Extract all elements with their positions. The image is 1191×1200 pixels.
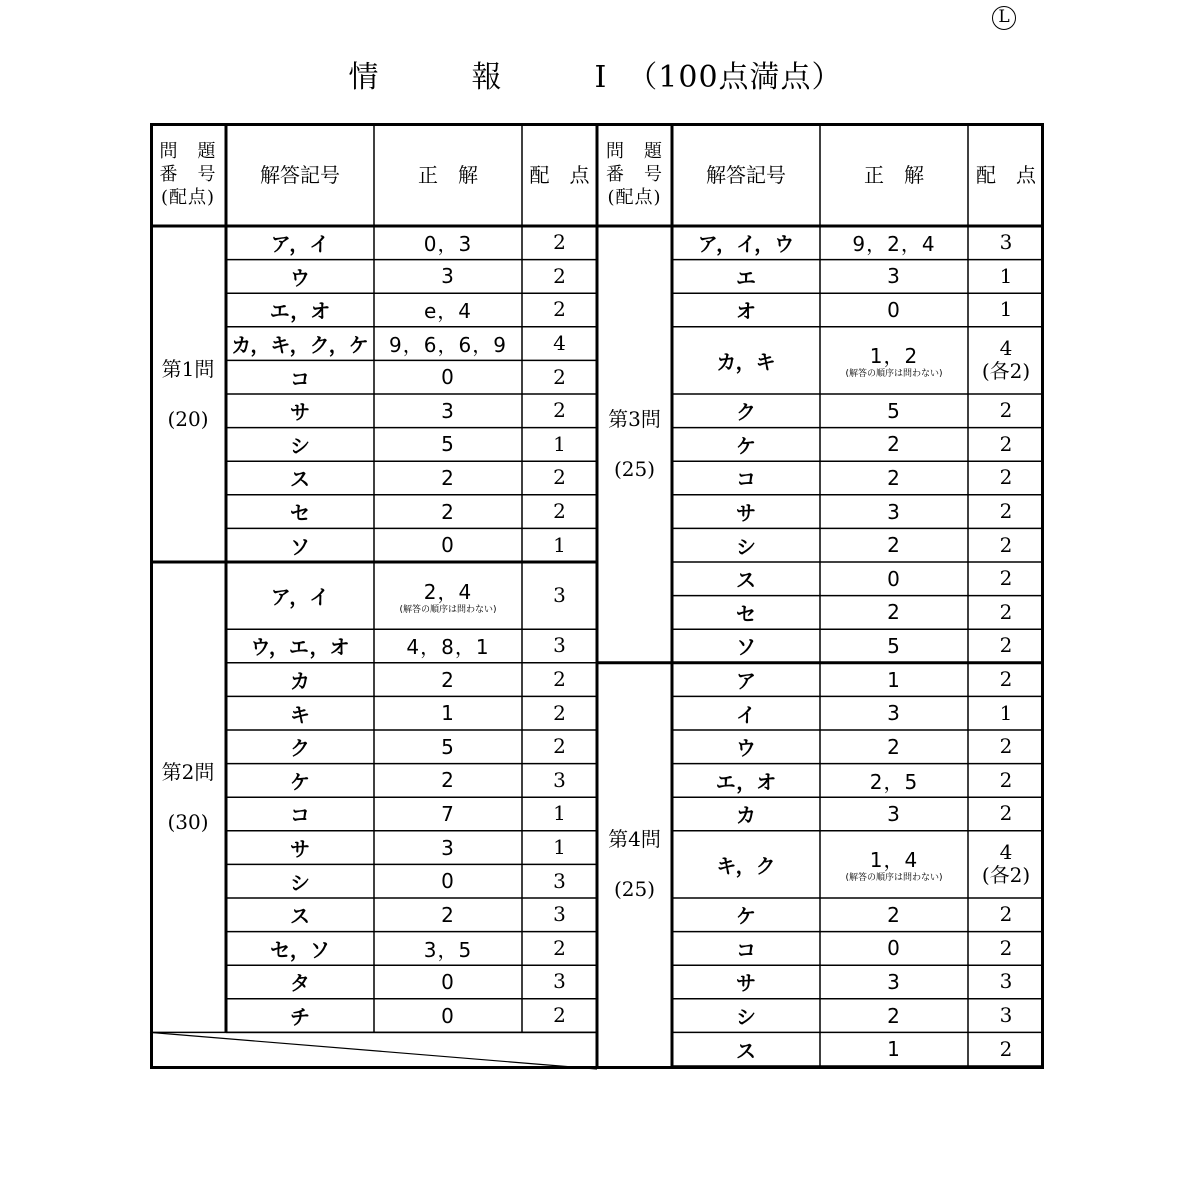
points-value: 1 (553, 532, 566, 557)
points-cell (968, 495, 1044, 529)
correct-answer-cell (374, 428, 522, 462)
points-cell (968, 629, 1044, 663)
section-score: (25) (613, 457, 656, 482)
answer-symbol-cell: サ (736, 501, 756, 526)
header-points-right: 配 点 (976, 162, 1036, 187)
points-value: 3 (999, 1003, 1013, 1028)
correct-answer-value: 3 (887, 701, 901, 726)
header-correct-answer-right: 正 解 (864, 162, 924, 187)
correct-answer-cell (374, 293, 522, 327)
correct-answer-cell (374, 461, 522, 495)
correct-answer-value: 2 (887, 734, 901, 759)
correct-answer-cell (820, 495, 968, 529)
points-value: 2 (999, 935, 1013, 960)
answer-symbol-cell: イ (736, 702, 756, 727)
points-value: 2 (999, 599, 1013, 624)
correct-answer-cell (820, 831, 968, 898)
points-value: 3 (553, 633, 566, 658)
correct-answer-value: 5 (887, 633, 901, 658)
correct-answer-cell (374, 394, 522, 428)
section-name: 第1問 (161, 357, 215, 381)
points-cell (968, 730, 1044, 764)
points-value: 2 (999, 767, 1013, 792)
points-cell (968, 663, 1044, 697)
correct-answer-value: 3 (887, 969, 901, 994)
points-value: 2 (553, 398, 566, 423)
answer-symbol-cell: カ (290, 669, 310, 694)
correct-answer-cell (374, 932, 522, 966)
answer-symbol-cell: セ，ソ (270, 937, 330, 962)
answer-symbol-cell: ケ (736, 904, 756, 929)
answer-symbol-cell: エ (736, 265, 756, 290)
points-value: 2 (999, 633, 1013, 658)
points-cell (522, 663, 597, 697)
answer-order-note: (解答の順序は問わない) (399, 604, 497, 615)
points-cell (522, 394, 597, 428)
points-cell (522, 562, 597, 629)
points-cell (522, 898, 597, 932)
correct-answer-value: 3 (441, 398, 455, 423)
correct-answer-value: 0，3 (423, 232, 473, 257)
title-subject-b: 報 (471, 60, 503, 95)
correct-answer-value: 2 (441, 499, 455, 524)
answer-symbol-cell: サ (736, 971, 756, 996)
points-cell (968, 831, 1044, 898)
points-cell (522, 293, 597, 327)
points-cell (522, 629, 597, 663)
correct-answer-value: 0 (887, 936, 901, 961)
correct-answer-cell (820, 730, 968, 764)
points-value: 3 (553, 583, 566, 608)
points-value: 2 (999, 667, 1013, 692)
points-cell (968, 528, 1044, 562)
points-cell (522, 797, 597, 831)
points-value: 2 (553, 465, 566, 490)
correct-answer-cell (374, 965, 522, 999)
points-value: 3 (999, 230, 1013, 255)
answer-symbol-cell: キ (290, 702, 310, 727)
answer-symbol-cell: チ (290, 1005, 310, 1030)
answer-symbol-cell: タ (290, 971, 310, 996)
correct-answer-cell (374, 831, 522, 865)
correct-answer-cell (820, 226, 968, 260)
correct-answer-cell (820, 1032, 968, 1066)
correct-answer-value: 2 (887, 533, 901, 558)
header-question-number-left (150, 123, 226, 226)
answer-symbol-cell: シ (736, 534, 756, 559)
points-cell (968, 1032, 1044, 1066)
answer-symbol-cell: ウ (736, 736, 756, 761)
header-question-number-line: (配点) (160, 187, 216, 208)
section-label-4 (597, 663, 672, 1066)
points-value: 2 (999, 734, 1013, 759)
points-cell (522, 528, 597, 562)
points-cell (522, 260, 597, 294)
correct-answer-value: 3 (441, 264, 455, 289)
points-cell (968, 965, 1044, 999)
correct-answer-value: 3，5 (423, 937, 473, 962)
answer-symbol-cell: ケ (290, 769, 310, 794)
correct-answer-value: 9，6，6，9 (389, 333, 507, 358)
correct-answer-cell (374, 696, 522, 730)
points-value: 1 (999, 700, 1013, 725)
correct-answer-value: 5 (887, 398, 901, 423)
circled-l-mark: L (992, 6, 1016, 30)
correct-answer-value: 2 (887, 600, 901, 625)
title-subject-a: 情 (348, 60, 380, 95)
section-name: 第2問 (161, 760, 215, 785)
correct-answer-cell (820, 764, 968, 798)
header-question-number-line: 番 号 (159, 164, 217, 185)
answer-symbol-cell: コ (736, 467, 756, 492)
correct-answer-cell (374, 327, 522, 361)
answer-symbol-cell: コ (290, 366, 310, 391)
answer-symbol-cell: シ (290, 433, 310, 458)
points-value: 2 (553, 297, 566, 322)
points-value: 3 (553, 902, 566, 927)
points-value: 4 (553, 331, 566, 356)
points-value: 2 (999, 398, 1013, 423)
points-value: 3 (553, 969, 566, 994)
answer-symbol-cell: ク (736, 400, 756, 425)
correct-answer-value: 1 (887, 667, 901, 692)
correct-answer-cell (820, 293, 968, 327)
points-cell (522, 730, 597, 764)
answer-symbol-cell: サ (290, 837, 310, 862)
points-value: 1 (553, 801, 566, 826)
points-cell (522, 360, 597, 394)
correct-answer-value: 0 (887, 566, 901, 591)
correct-answer-cell (820, 629, 968, 663)
answer-symbol-cell: カ，キ (716, 349, 776, 374)
answer-symbol-cell: キ，ク (716, 853, 776, 878)
correct-answer-cell (374, 864, 522, 898)
points-cell (522, 999, 597, 1033)
points-value: 2 (553, 1003, 566, 1028)
points-cell (968, 797, 1044, 831)
correct-answer-cell (820, 260, 968, 294)
header-correct-answer-left: 正 解 (418, 162, 478, 187)
correct-answer-value: 0 (441, 1003, 455, 1028)
answer-symbol-cell: シ (736, 1005, 756, 1030)
section-score: (25) (613, 877, 656, 902)
points-cell (522, 327, 597, 361)
points-value: 3 (553, 868, 566, 893)
answer-symbol-cell: シ (290, 870, 310, 895)
correct-answer-value: 0 (441, 869, 455, 894)
points-value: 2 (999, 499, 1013, 524)
correct-answer-value: 2 (887, 902, 901, 927)
page-title (0, 52, 1191, 96)
points-cell (522, 696, 597, 730)
points-value: 4 (999, 336, 1013, 361)
correct-answer-value: 3 (887, 264, 901, 289)
answer-symbol-cell: ア (736, 669, 756, 694)
section-label-2 (150, 562, 226, 1032)
points-value: 1 (553, 835, 566, 860)
correct-answer-cell (820, 663, 968, 697)
answer-symbol-cell: ケ (736, 433, 756, 458)
correct-answer-cell (374, 629, 522, 663)
answer-symbol-cell: エ，オ (715, 769, 777, 794)
correct-answer-value: 9，2，4 (852, 232, 936, 257)
answer-symbol-cell: ソ (290, 534, 310, 559)
correct-answer-value: e，4 (423, 299, 473, 324)
points-value: 1 (999, 263, 1013, 288)
answer-symbol-cell: コ (736, 937, 756, 962)
points-value: 2 (553, 667, 566, 692)
header-answer-symbol-left: 解答記号 (260, 162, 340, 187)
answer-order-note: (解答の順序は問わない) (845, 873, 943, 884)
answer-symbol-cell: ス (290, 467, 310, 492)
points-cell (968, 293, 1044, 327)
header-points-left: 配 点 (529, 162, 590, 187)
header-question-number-line: 番 号 (606, 164, 663, 185)
correct-answer-cell (374, 663, 522, 697)
title-subject-c: Ⅰ (594, 60, 608, 95)
correct-answer-cell (374, 898, 522, 932)
points-cell (968, 764, 1044, 798)
answer-symbol-cell: ア，イ (270, 585, 330, 610)
answer-order-note: (解答の順序は問わない) (845, 369, 943, 380)
points-value: 2 (553, 263, 566, 288)
correct-answer-value: 2 (441, 768, 455, 793)
points-cell (968, 226, 1044, 260)
correct-answer-value: 1，4 (869, 848, 919, 873)
points-cell (522, 864, 597, 898)
correct-answer-cell (820, 461, 968, 495)
correct-answer-value: 0 (441, 969, 455, 994)
correct-answer-value: 2 (441, 667, 455, 692)
answer-symbol-cell: サ (290, 400, 310, 425)
points-cell (968, 461, 1044, 495)
answer-symbol-cell: ア，イ，ウ (697, 232, 795, 257)
answer-symbol-cell: ス (736, 568, 756, 593)
correct-answer-cell (374, 764, 522, 798)
answer-symbol-cell: オ (736, 299, 756, 324)
correct-answer-value: 0 (887, 297, 901, 322)
header-answer-symbol-right: 解答記号 (706, 162, 786, 187)
correct-answer-cell (374, 528, 522, 562)
correct-answer-cell (374, 562, 522, 629)
correct-answer-value: 7 (441, 801, 455, 826)
points-value: 2 (999, 431, 1013, 456)
points-value: 1 (553, 431, 566, 456)
points-value: 2 (553, 935, 566, 960)
correct-answer-value: 2 (887, 1003, 901, 1028)
points-cell (968, 327, 1044, 394)
points-value: 3 (999, 969, 1013, 994)
correct-answer-cell (820, 327, 968, 394)
correct-answer-value: 2 (887, 432, 901, 457)
correct-answer-value: 3 (887, 499, 901, 524)
correct-answer-cell (374, 730, 522, 764)
correct-answer-cell (374, 360, 522, 394)
points-breakdown: (各2) (981, 359, 1031, 384)
correct-answer-cell (374, 495, 522, 529)
answer-symbol-cell: エ，オ (269, 299, 331, 324)
correct-answer-cell (820, 932, 968, 966)
answer-symbol-cell: カ (736, 803, 756, 828)
correct-answer-value: 4，8，1 (406, 635, 490, 660)
answer-symbol-cell: カ，キ，ク，ケ (231, 333, 369, 358)
correct-answer-cell (820, 965, 968, 999)
answer-symbol-cell: セ (736, 601, 756, 626)
correct-answer-value: 2 (441, 465, 455, 490)
points-cell (968, 932, 1044, 966)
points-value: 2 (553, 700, 566, 725)
points-cell (522, 965, 597, 999)
section-score: (30) (167, 810, 209, 835)
correct-answer-value: 2 (887, 465, 901, 490)
points-cell (968, 394, 1044, 428)
points-cell (968, 428, 1044, 462)
points-cell (968, 562, 1044, 596)
points-value: 3 (553, 767, 566, 792)
points-value: 2 (999, 532, 1013, 557)
correct-answer-cell (820, 528, 968, 562)
points-cell (522, 831, 597, 865)
points-value: 2 (553, 230, 566, 255)
answer-symbol-cell: ウ，エ，オ (250, 635, 350, 660)
header-question-number-right (597, 123, 672, 226)
points-cell (968, 999, 1044, 1033)
correct-answer-value: 3 (441, 835, 455, 860)
correct-answer-value: 2，5 (869, 769, 919, 794)
section-name: 第4問 (608, 827, 661, 852)
points-value: 1 (999, 297, 1013, 322)
correct-answer-cell (820, 696, 968, 730)
correct-answer-value: 5 (441, 734, 455, 759)
points-cell (968, 596, 1044, 630)
correct-answer-value: 2 (441, 902, 455, 927)
correct-answer-cell (820, 999, 968, 1033)
points-cell (522, 428, 597, 462)
correct-answer-cell (820, 428, 968, 462)
correct-answer-cell (820, 394, 968, 428)
answer-symbol-cell: セ (290, 501, 310, 526)
points-value: 2 (553, 499, 566, 524)
correct-answer-value: 3 (887, 801, 901, 826)
header-question-number-line: (配点) (607, 187, 662, 208)
answer-symbol-cell: ソ (736, 635, 756, 660)
correct-answer-value: 1，2 (869, 344, 919, 369)
correct-answer-value: 5 (441, 432, 455, 457)
points-value: 2 (553, 734, 566, 759)
correct-answer-cell (374, 797, 522, 831)
title-full-score: （100点満点） (627, 60, 843, 95)
correct-answer-cell (820, 797, 968, 831)
correct-answer-value: 0 (441, 365, 455, 390)
header-question-number-line: 問 題 (606, 141, 663, 162)
correct-answer-cell (374, 999, 522, 1033)
answer-symbol-cell: ク (290, 736, 310, 761)
correct-answer-value: 0 (441, 533, 455, 558)
points-cell (968, 898, 1044, 932)
correct-answer-cell (374, 260, 522, 294)
answer-symbol-cell: ス (290, 904, 310, 929)
correct-answer-cell (820, 898, 968, 932)
points-value: 2 (999, 566, 1013, 591)
points-cell (522, 461, 597, 495)
points-cell (522, 495, 597, 529)
points-value: 2 (999, 801, 1013, 826)
answer-symbol-cell: ア，イ (270, 232, 330, 257)
points-breakdown: (各2) (981, 863, 1031, 888)
correct-answer-cell (820, 562, 968, 596)
section-name: 第3問 (608, 407, 661, 432)
correct-answer-value: 1 (441, 701, 455, 726)
points-cell (522, 226, 597, 260)
correct-answer-value: 1 (887, 1037, 901, 1062)
correct-answer-cell (374, 226, 522, 260)
points-cell (968, 696, 1044, 730)
points-value: 2 (999, 465, 1013, 490)
points-cell (522, 764, 597, 798)
section-label-1 (150, 226, 226, 562)
points-value: 4 (999, 840, 1013, 865)
points-value: 2 (999, 1036, 1013, 1061)
correct-answer-value: 2，4 (423, 579, 473, 604)
answer-symbol-cell: コ (290, 803, 310, 828)
answer-symbol-cell: ス (736, 1038, 756, 1063)
points-cell (522, 932, 597, 966)
section-label-3 (597, 226, 672, 663)
correct-answer-cell (820, 596, 968, 630)
section-score: (20) (167, 407, 209, 431)
header-question-number-line: 問 題 (159, 141, 217, 162)
points-value: 2 (553, 364, 566, 389)
points-cell (968, 260, 1044, 294)
points-value: 2 (999, 902, 1013, 927)
answer-symbol-cell: ウ (290, 265, 310, 290)
